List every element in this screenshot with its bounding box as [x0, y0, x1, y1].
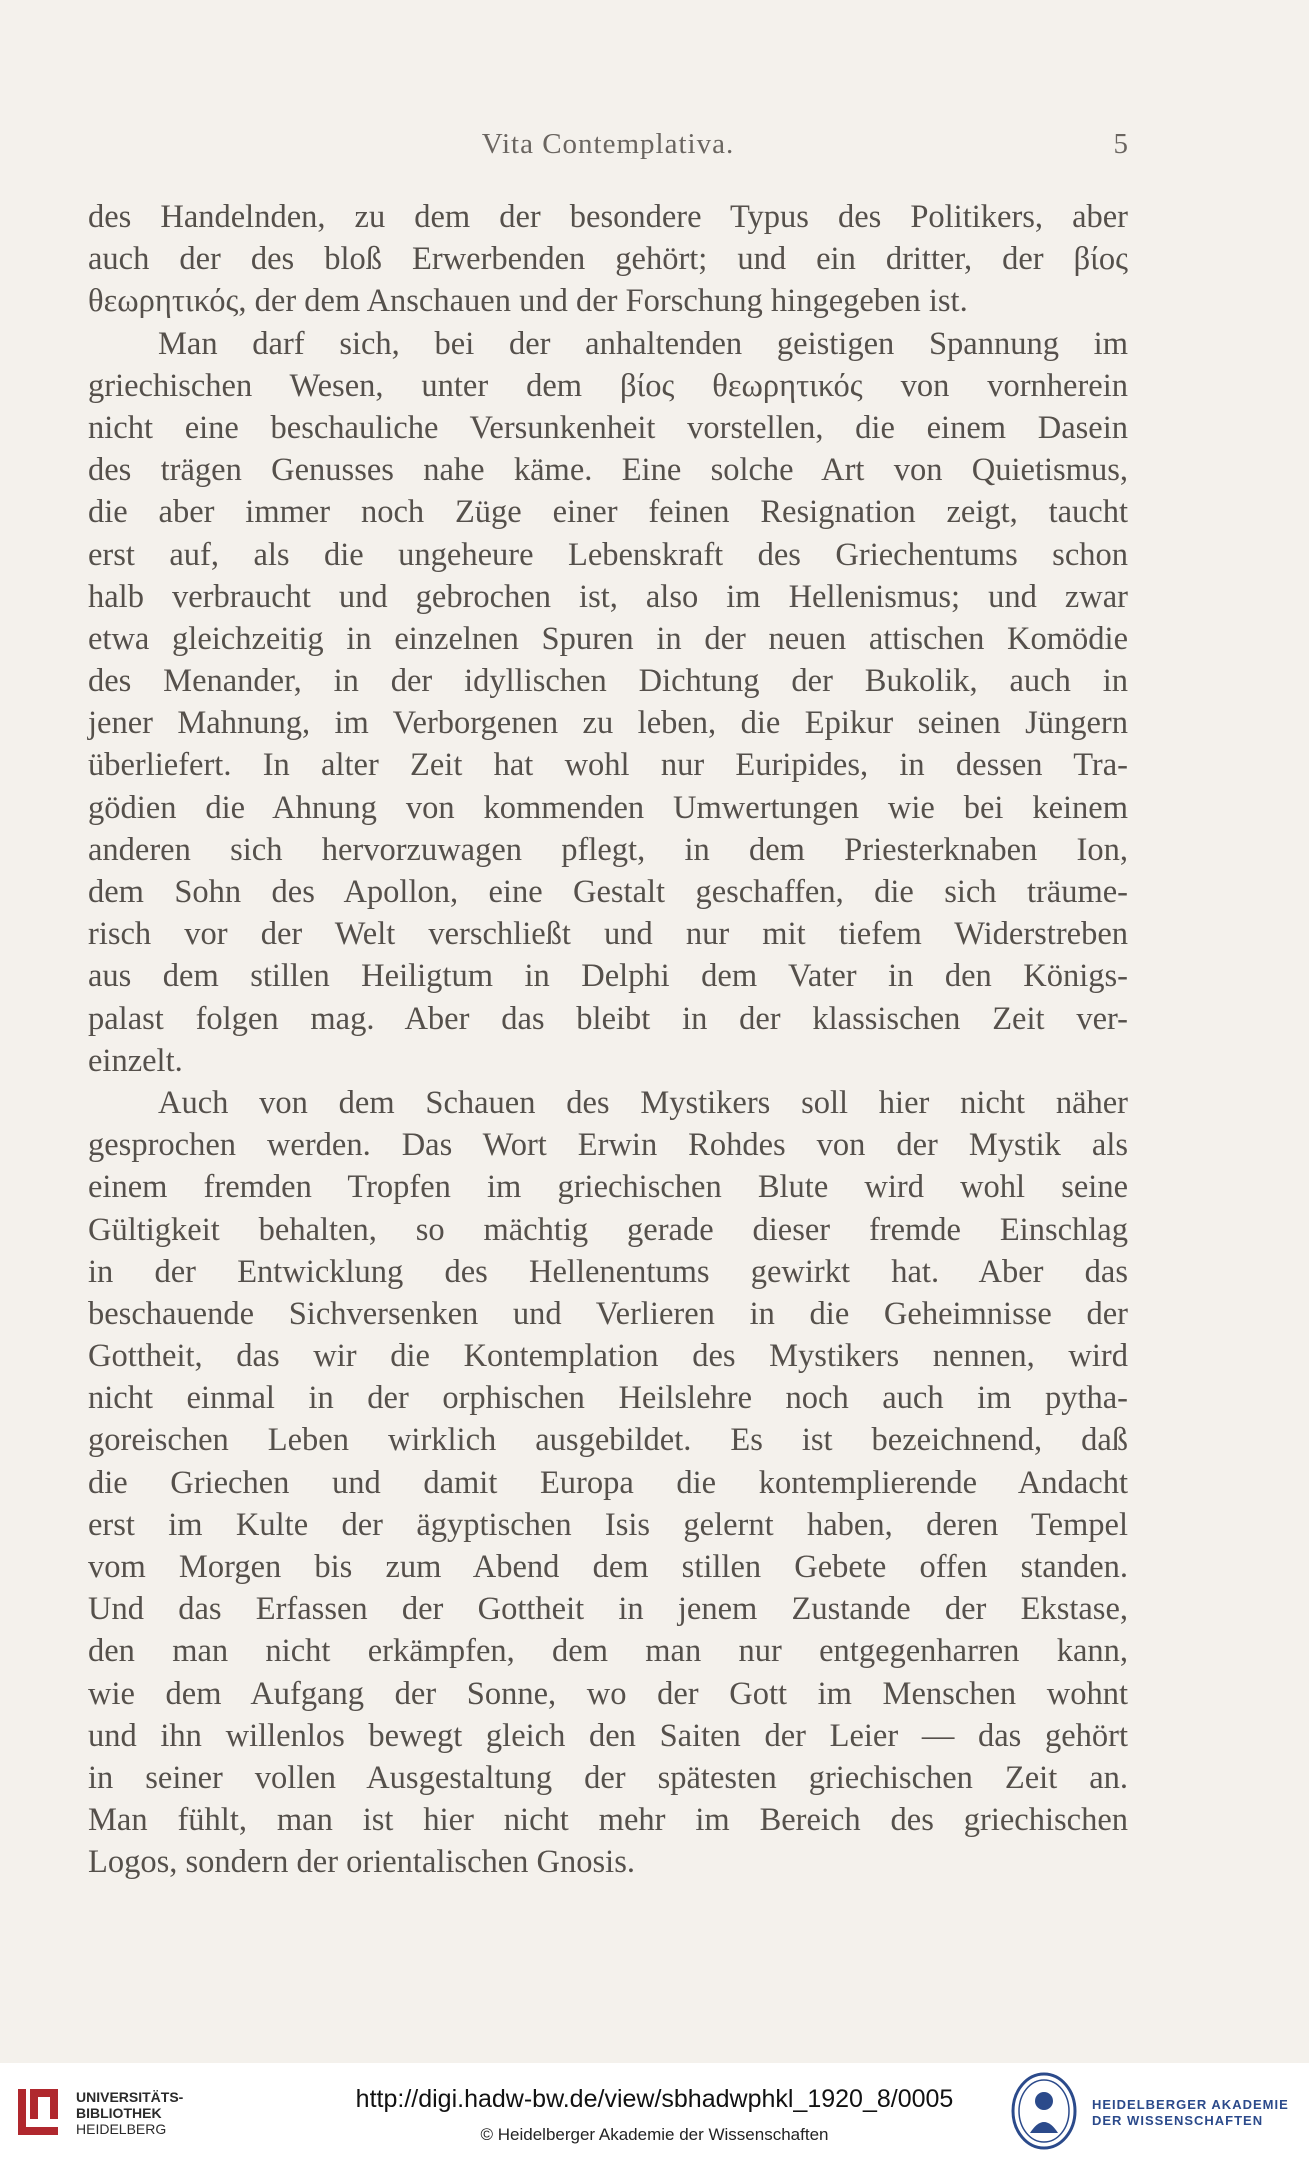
- permalink-url[interactable]: http://digi.hadw-bw.de/view/sbhadwphkl_1920_8/0005: [355, 2085, 954, 2113]
- university-line-3: HEIDELBERG: [76, 2121, 167, 2137]
- text-line: nicht einmal in der orphischen Heilslehre noch auch im pytha-: [88, 1380, 1128, 1417]
- text-line: Man darf sich, bei der anhaltenden geistigen Spannung im: [158, 325, 1128, 362]
- text-line: nicht eine beschauliche Versunkenheit vorstellen, die einem Dasein: [88, 409, 1128, 446]
- academy-seal-icon: [1010, 2071, 1078, 2151]
- text-line: griechischen Wesen, unter dem βίος θεωρητικός von vornherein: [88, 367, 1128, 404]
- text-line: und ihn willenlos bewegt gleich den Saiten der Leier — das gehört: [88, 1717, 1128, 1754]
- text-line: Man fühlt, man ist hier nicht mehr im Bereich des griechischen: [88, 1802, 1128, 1839]
- university-line-2: BIBLIOTHEK: [76, 2105, 162, 2121]
- text-line: etwa gleichzeitig in einzelnen Spuren in der neuen attischen Komödie: [88, 620, 1128, 657]
- text-line: beschauende Sichversenken und Verlieren in die Geheimnisse der: [88, 1295, 1128, 1332]
- text-line: goreischen Leben wirklich ausgebildet. Es ist bezeichnend, daß: [88, 1422, 1128, 1459]
- text-line: anderen sich hervorzuwagen pflegt, in dem Priesterknaben Ion,: [88, 831, 1128, 868]
- body-text: [88, 196, 1128, 1884]
- copyright-notice: © Heidelberger Akademie der Wissenschaften: [480, 2125, 829, 2144]
- text-line: den man nicht erkämpfen, dem man nur entgegenharren kann,: [88, 1633, 1128, 1670]
- academy-line-2: DER WISSENSCHAFTEN: [1092, 2113, 1264, 2128]
- page-header: [88, 128, 1128, 168]
- text-line: einem fremden Tropfen im griechischen Blute wird wohl seine: [88, 1169, 1128, 1206]
- text-line: gesprochen werden. Das Wort Erwin Rohdes von der Mystik als: [88, 1127, 1128, 1164]
- text-line: die Griechen und damit Europa die kontemplierende Andacht: [88, 1464, 1128, 1501]
- text-line: erst auf, als die ungeheure Lebenskraft des Griechentums schon: [88, 536, 1128, 573]
- text-line: Und das Erfassen der Gottheit in jenem Zustande der Ekstase,: [88, 1591, 1128, 1628]
- text-line: auch der des bloß Erwerbenden gehört; und ein dritter, der βίος: [88, 241, 1128, 278]
- text-line: Gültigkeit behalten, so mächtig gerade dieser fremde Einschlag: [88, 1211, 1128, 1248]
- text-line: halb verbraucht und gebrochen ist, also im Hellenismus; und zwar: [88, 578, 1128, 615]
- text-line: jener Mahnung, im Verborgenen zu leben, die Epikur seinen Jüngern: [88, 705, 1128, 742]
- text-line: risch vor der Welt verschließt und nur mit tiefem Widerstreben: [88, 916, 1128, 953]
- academy-line-1: HEIDELBERGER AKADEMIE: [1092, 2097, 1289, 2112]
- text-line: des trägen Genusses nahe käme. Eine solche Art von Quietismus,: [88, 452, 1128, 489]
- text-line: palast folgen mag. Aber das bleibt in der klassischen Zeit ver-: [88, 1000, 1128, 1037]
- running-head: Vita Contemplativa.: [481, 128, 735, 160]
- text-line: einzelt.: [88, 1042, 183, 1079]
- text-line: gödien die Ahnung von kommenden Umwertungen wie bei keinem: [88, 789, 1128, 826]
- text-line: θεωρητικός, der dem Anschauen und der Forschung hingegeben ist.: [88, 283, 968, 320]
- text-line: die aber immer noch Züge einer feinen Resignation zeigt, taucht: [88, 494, 1128, 531]
- text-line: erst im Kulte der ägyptischen Isis gelernt haben, deren Tempel: [88, 1506, 1128, 1543]
- footer-bar: [0, 2063, 1309, 2158]
- text-line: des Handelnden, zu dem der besondere Typus des Politikers, aber: [88, 199, 1128, 235]
- page-number: 5: [1113, 128, 1128, 160]
- text-line: Gottheit, das wir die Kontemplation des Mystikers nennen, wird: [88, 1338, 1128, 1375]
- text-line: des Menander, in der idyllischen Dichtung der Bukolik, auch in: [88, 663, 1128, 700]
- text-line: wie dem Aufgang der Sonne, wo der Gott im Menschen wohnt: [88, 1675, 1128, 1712]
- university-line-1: UNIVERSITÄTS-: [76, 2089, 184, 2105]
- text-line: aus dem stillen Heiligtum in Delphi dem Vater in den Königs-: [88, 958, 1128, 995]
- academy-name: [1092, 2097, 1289, 2129]
- text-line: in seiner vollen Ausgestaltung der spätesten griechischen Zeit an.: [88, 1759, 1128, 1796]
- text-line: dem Sohn des Apollon, eine Gestalt geschaffen, die sich träume-: [88, 874, 1128, 910]
- text-line: vom Morgen bis zum Abend dem stillen Gebete offen standen.: [88, 1549, 1128, 1585]
- text-line: in der Entwicklung des Hellenentums gewirkt hat. Aber das: [88, 1253, 1128, 1290]
- text-line: überliefert. In alter Zeit hat wohl nur Euripides, in dessen Tra-: [88, 747, 1128, 784]
- text-line: Auch von dem Schauen des Mystikers soll hier nicht näher: [158, 1084, 1128, 1121]
- text-line: Logos, sondern der orientalischen Gnosis.: [88, 1844, 635, 1881]
